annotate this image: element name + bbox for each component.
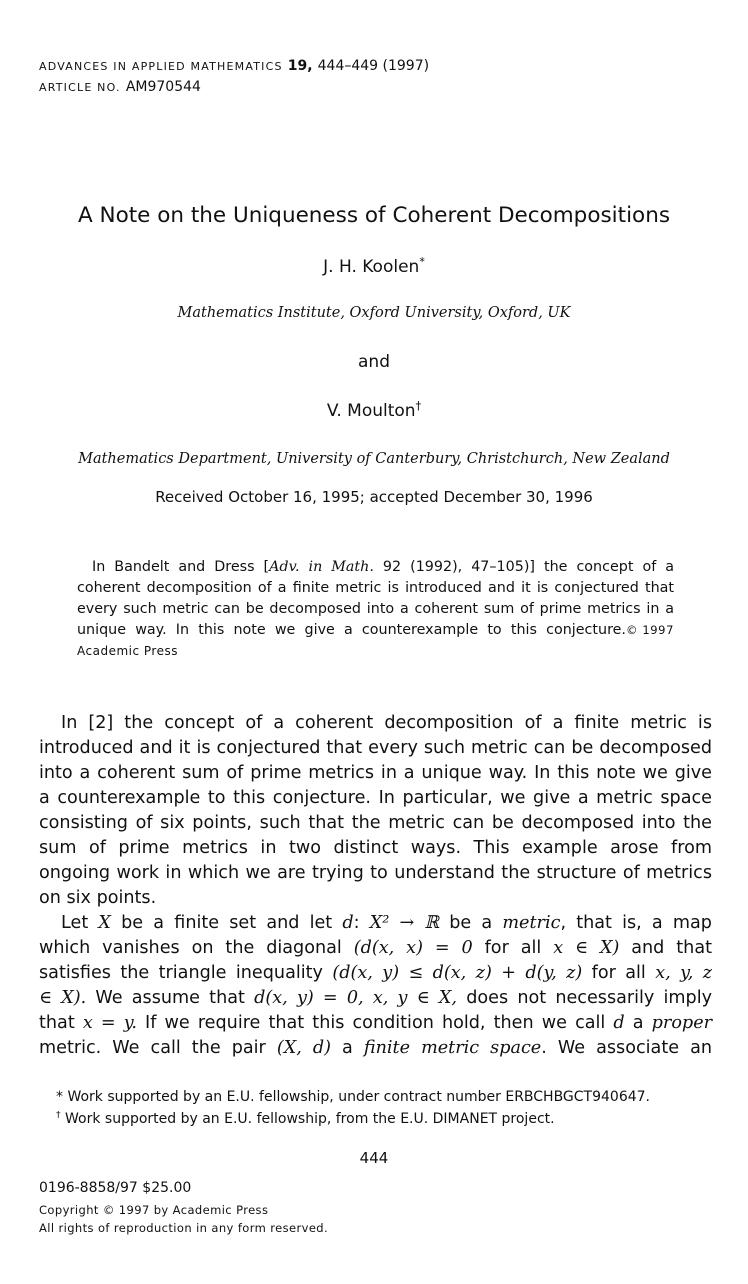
author-1-affiliation: Mathematics Institute, Oxford University, Oxford, UK — [177, 305, 571, 321]
copyright-line: Copyright © 1997 by Academic Press — [39, 1203, 269, 1217]
journal-pages-year: 444–449 (1997) — [317, 58, 430, 74]
footnote-1: * Work supported by an E.U. fellowship, under contract number ERBCHBGCT940647. — [56, 1089, 651, 1105]
abstract-line: every such metric can be decomposed into a coherent sum of prime metrics in a — [77, 601, 674, 617]
body-paragraph-1 — [39, 711, 712, 911]
author-1-name: J. H. Koolen — [323, 257, 420, 277]
footnote-2: † Work supported by an E.U. fellowship, from the E.U. DIMANET project. — [56, 1110, 555, 1127]
abstract-line: In Bandelt and Dress [Adv. in Math. 92 (1992), 47–105)] the concept of a — [92, 559, 674, 575]
body-line: In [2] the concept of a coherent decomposition of a finite metric is — [61, 713, 712, 733]
abstract-citation: Adv. in Math. — [269, 559, 374, 575]
body-line: consisting of six points, such that the metric can be decomposed into the — [39, 813, 712, 833]
body-line: satisfies the triangle inequality (d(x, y) ≤ d(x, z) + d(y, z) for all x, y, z — [39, 963, 712, 983]
article-number: AM970544 — [125, 79, 201, 95]
article-label: ARTICLE NO. — [39, 81, 121, 94]
body-line: that x = y. If we require that this condition hold, then we call d a proper — [39, 1013, 713, 1033]
body-line: ongoing work in which we are trying to understand the structure of metrics — [39, 863, 712, 883]
body-line: ∈ X). We assume that d(x, y) = 0, x, y ∈ X, does not necessarily imply — [39, 988, 713, 1008]
article-line — [39, 76, 429, 95]
abstract-copyright: © 1997 — [625, 623, 674, 637]
footnotes — [56, 1086, 650, 1130]
author-1-footnote-mark: * — [419, 255, 425, 269]
paper-title: A Note on the Uniqueness of Coherent Decompositions — [77, 203, 671, 228]
body-line: introduced and it is conjectured that every such metric can be decomposed — [39, 738, 712, 758]
rights-line: All rights of reproduction in any form reserved. — [39, 1221, 329, 1235]
body-line: Let X be a finite set and let d: X² → ℝ be a metric, that is, a map — [61, 913, 712, 933]
abstract-line: unique way. In this note we give a counterexample to this conjecture. © 1997 — [77, 620, 674, 641]
body-line: sum of prime metrics in two distinct ways. This example arose from — [39, 838, 712, 858]
journal-volume: 19, — [287, 58, 313, 74]
author-2-affiliation: Mathematics Department, University of Canterbury, Christchurch, New Zealand — [78, 451, 670, 467]
author-2-name: V. Moulton — [326, 401, 416, 421]
footnote-2-mark: † — [56, 1110, 61, 1121]
body-line: into a coherent sum of prime metrics in a unique way. In this note we give — [39, 763, 712, 783]
page-number: 444 — [359, 1149, 389, 1167]
author-2 — [0, 401, 748, 421]
journal-header — [39, 55, 429, 95]
body-line: which vanishes on the diagonal (d(x, x) = 0 for all x ∈ X) and that — [39, 938, 712, 958]
math-map: X² → ℝ — [369, 913, 440, 933]
body-paragraph-2 — [39, 911, 712, 1061]
received-dates: Received October 16, 1995; accepted December 30, 1996 — [155, 488, 593, 506]
journal-line — [39, 55, 429, 74]
abstract-line: coherent decomposition of a finite metric is introduced and it is conjectured that — [77, 580, 674, 596]
author-2-footnote-mark: † — [415, 399, 422, 413]
abstract — [77, 557, 674, 662]
footnote-1-mark: * — [56, 1089, 63, 1105]
abstract-publisher: Academic Press — [77, 644, 178, 658]
author-1 — [0, 257, 748, 277]
issn-price: 0196-8858/97 $25.00 — [39, 1180, 192, 1196]
and-text: and — [358, 352, 390, 372]
body-line: on six points. — [39, 888, 157, 908]
body-line: metric. We call the pair (X, d) a finite metric space. We associate an — [39, 1038, 713, 1058]
body-line: a counterexample to this conjecture. In particular, we give a metric space — [39, 788, 712, 808]
journal-name: ADVANCES IN APPLIED MATHEMATICS — [39, 60, 283, 73]
